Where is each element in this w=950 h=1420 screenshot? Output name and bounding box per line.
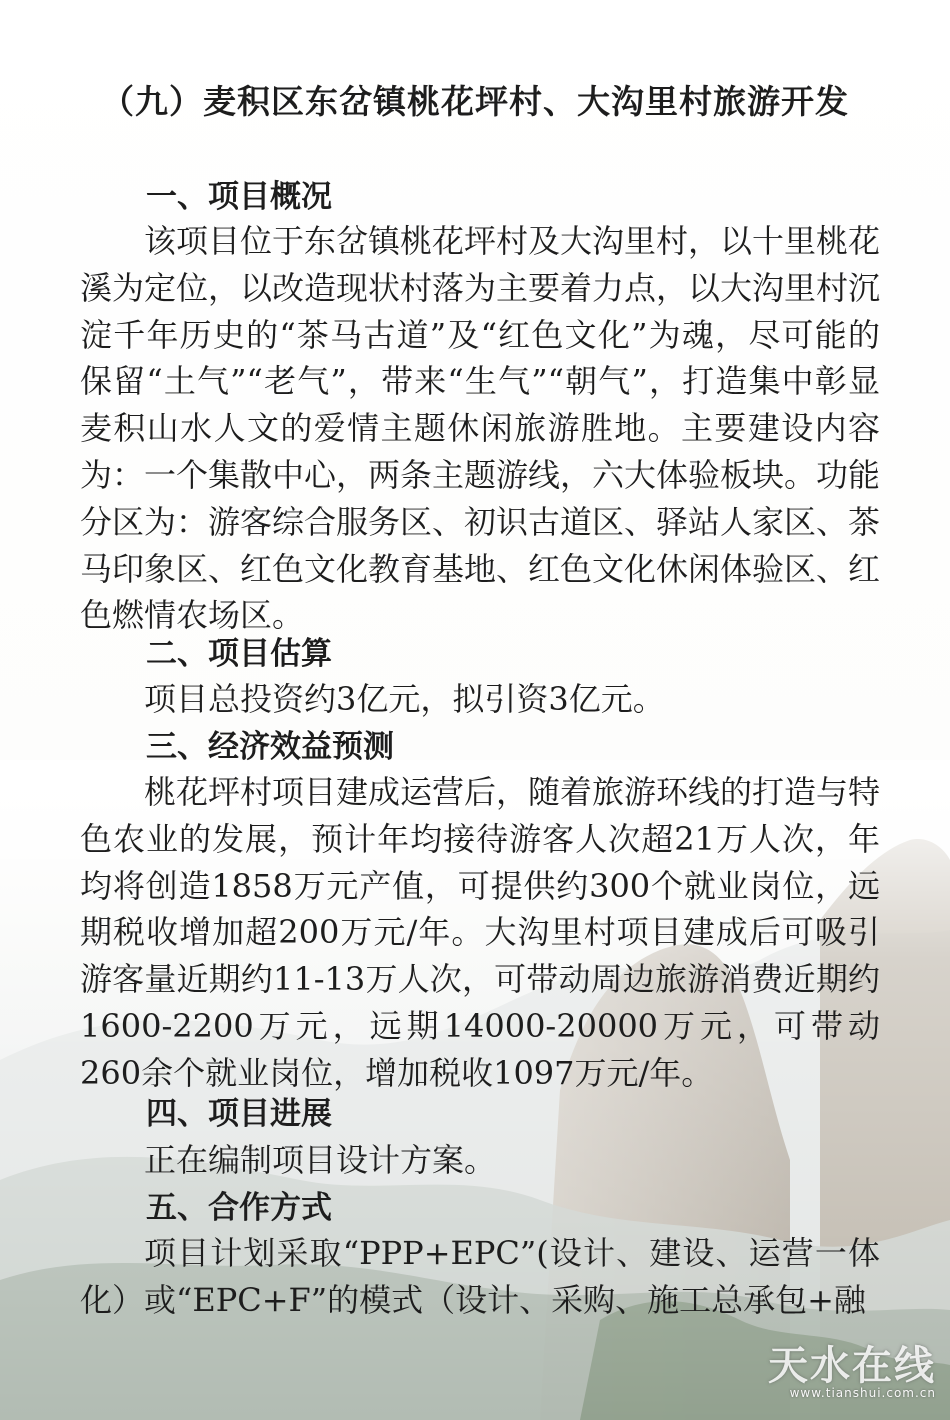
section-body-cooperation: 项目计划采取“PPP+EPC”(设计、建设、运营一体化）或“EPC+F”的模式（设计、采购、施工总承包+融	[80, 1234, 880, 1319]
section-heading-cooperation: 五、合作方式	[146, 1190, 332, 1226]
section-body-estimate: 项目总投资约3亿元，拟引资3亿元。	[144, 680, 665, 718]
section-heading-estimate: 二、项目估算	[146, 636, 332, 672]
section-heading-overview: 一、项目概况	[146, 179, 332, 215]
section-heading-benefit: 三、经济效益预测	[146, 729, 394, 765]
watermark-logo-text: 天水在线	[768, 1343, 936, 1389]
site-watermark	[756, 1334, 936, 1414]
watermark-url: www.tianshui.com.cn	[789, 1386, 936, 1400]
section-body-benefit: 桃花坪村项目建成运营后，随着旅游环线的打造与特色农业的发展，预计年均接待游客人次超21万人次，年均将创造1858万元产值，可提供约300个就业岗位，远期税收增加超200万元/年。大沟里村项目建成后可吸引游客量近期约11-13万人次，可带动周边旅游消费近期约1600-2200万元，远期14000-20000万元，可带动260余个就业岗位，增加税收1097万元/年。	[80, 773, 881, 1092]
document-title: （九）麦积区东岔镇桃花坪村、大沟里村旅游开发	[101, 82, 849, 121]
section-heading-progress: 四、项目进展	[146, 1096, 332, 1132]
section-body-overview: 该项目位于东岔镇桃花坪村及大沟里村，以十里桃花溪为定位，以改造现状村落为主要着力点，以大沟里村沉淀千年历史的“茶马古道”及“红色文化”为魂，尽可能的保留“土气”“老气”，带来“生气”“朝气”，打造集中彰显麦积山水人文的爱情主题休闲旅游胜地。主要建设内容为：一个集散中心，两条主题游线，六大体验板块。功能分区为：游客综合服务区、初识古道区、驿站人家区、茶马印象区、红色文化教育基地、红色文化休闲体验区、红色燃情农场区。	[80, 222, 881, 635]
section-body-progress: 正在编制项目设计方案。	[144, 1141, 497, 1179]
